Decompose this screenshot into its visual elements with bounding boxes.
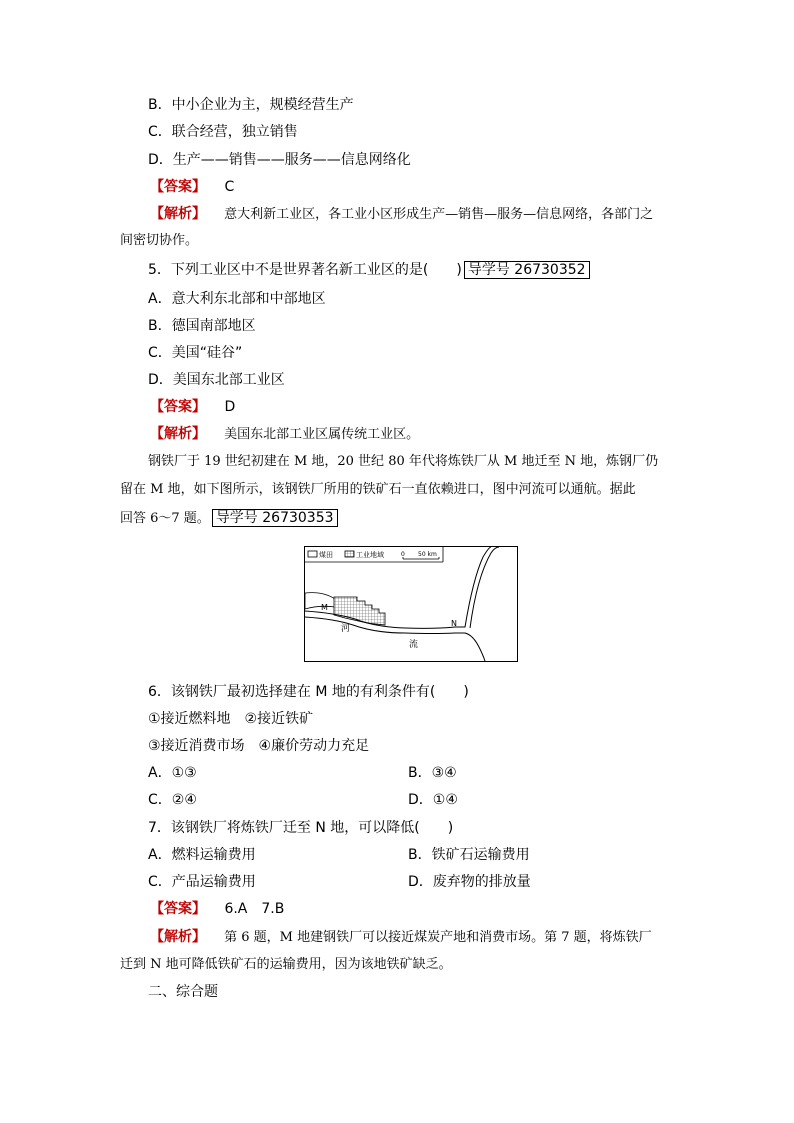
scale-label: 50 km — [418, 551, 437, 558]
answer-value: 6.A 7.B — [224, 901, 285, 917]
passage-line3-text: 回答 6～7 题。 — [120, 511, 210, 526]
q4-option-d: D．生产——销售——服务——信息网络化 — [148, 152, 411, 168]
q7-option-c: C．产品运输费用 — [148, 874, 256, 890]
industry-legend-icon — [345, 551, 354, 557]
passage-line2: 留在 M 地，如下图所示，该钢铁厂所用的铁矿石一直依赖进口，图中河流可以通航。据此 — [120, 482, 636, 497]
q6-option-c: C．②④ — [148, 792, 197, 808]
river-bank-lower — [305, 617, 485, 661]
answer-label: 【答案】 — [150, 179, 206, 195]
q5-option-c: C．美国“硅谷” — [148, 345, 243, 361]
q5-answer — [150, 398, 235, 416]
label-n: N — [451, 619, 457, 628]
q5-stem — [148, 261, 590, 279]
map-figure — [304, 546, 518, 662]
q67-analysis-line1 — [150, 928, 652, 947]
analysis-label: 【解析】 — [150, 206, 206, 222]
q5-stem-text: 5．下列工业区中不是世界著名新工业区的是( ) — [148, 262, 462, 278]
q5-option-b: B．德国南部地区 — [148, 318, 256, 334]
q7-option-a: A．燃料运输费用 — [148, 847, 256, 863]
q7-option-b: B．铁矿石运输费用 — [408, 847, 530, 863]
q6-option-a: A．①③ — [148, 765, 197, 781]
q67-answer — [150, 900, 284, 918]
q7-stem: 7．该钢铁厂将炼铁厂迁至 N 地，可以降低( ) — [148, 820, 454, 836]
q4-analysis-line2: 间密切协作。 — [120, 233, 199, 248]
coal-field — [305, 593, 335, 609]
q6-option-d: D．①④ — [408, 792, 458, 808]
river-branch — [470, 547, 499, 628]
q5-option-d: D．美国东北部工业区 — [148, 372, 285, 388]
q5-analysis — [150, 425, 419, 444]
passage-guide-number: 导学号 26730353 — [212, 509, 338, 527]
answer-label: 【答案】 — [150, 399, 206, 415]
q4-analysis-line1 — [150, 205, 653, 224]
label-river-liu: 流 — [409, 640, 419, 650]
q4-answer — [150, 178, 234, 196]
analysis-text: 美国东北部工业区属传统工业区。 — [224, 427, 420, 442]
legend-industry-label: 工业地域 — [356, 551, 384, 559]
answer-value: C — [224, 179, 235, 195]
map-svg — [305, 547, 517, 661]
q6-items-1: ①接近燃料地 ②接近铁矿 — [148, 711, 314, 727]
q7-option-d: D．废弃物的排放量 — [408, 874, 531, 890]
label-m: M — [321, 603, 328, 612]
analysis-text: 意大利新工业区，各工业小区形成生产—销售—服务—信息网络，各部门之 — [224, 207, 654, 222]
answer-label: 【答案】 — [150, 901, 206, 917]
q67-analysis-line2: 迁到 N 地可降低铁矿石的运输费用，因为该地铁矿缺乏。 — [120, 957, 452, 972]
analysis-text: 第 6 题，M 地建钢铁厂可以接近煤炭产地和消费市场。第 7 题，将炼铁厂 — [224, 930, 652, 945]
legend-coal-label: 煤田 — [319, 551, 333, 559]
q6-items-2: ③接近消费市场 ④廉价劳动力充足 — [148, 738, 370, 754]
coal-legend-icon — [308, 551, 317, 557]
label-river-he: 河 — [341, 624, 351, 634]
passage-line1: 钢铁厂于 19 世纪初建在 M 地，20 世纪 80 年代将炼铁厂从 M 地迁至 N 地，炼钢厂仍 — [148, 454, 659, 469]
q6-option-b: B．③④ — [408, 765, 457, 781]
answer-value: D — [224, 399, 236, 415]
q4-option-b: B．中小企业为主，规模经营生产 — [148, 97, 354, 113]
analysis-label: 【解析】 — [150, 929, 206, 945]
q5-option-a: A．意大利东北部和中部地区 — [148, 291, 326, 307]
scale-zero: 0 — [401, 551, 405, 558]
q5-guide-number: 导学号 26730352 — [464, 261, 590, 279]
passage-line3 — [120, 509, 338, 528]
river-bank-upper — [305, 547, 491, 628]
section-heading: 二、综合题 — [148, 984, 218, 1000]
q6-stem: 6．该钢铁厂最初选择建在 M 地的有利条件有( ) — [148, 684, 469, 700]
analysis-label: 【解析】 — [150, 426, 206, 442]
q4-option-c: C．联合经营，独立销售 — [148, 124, 298, 140]
